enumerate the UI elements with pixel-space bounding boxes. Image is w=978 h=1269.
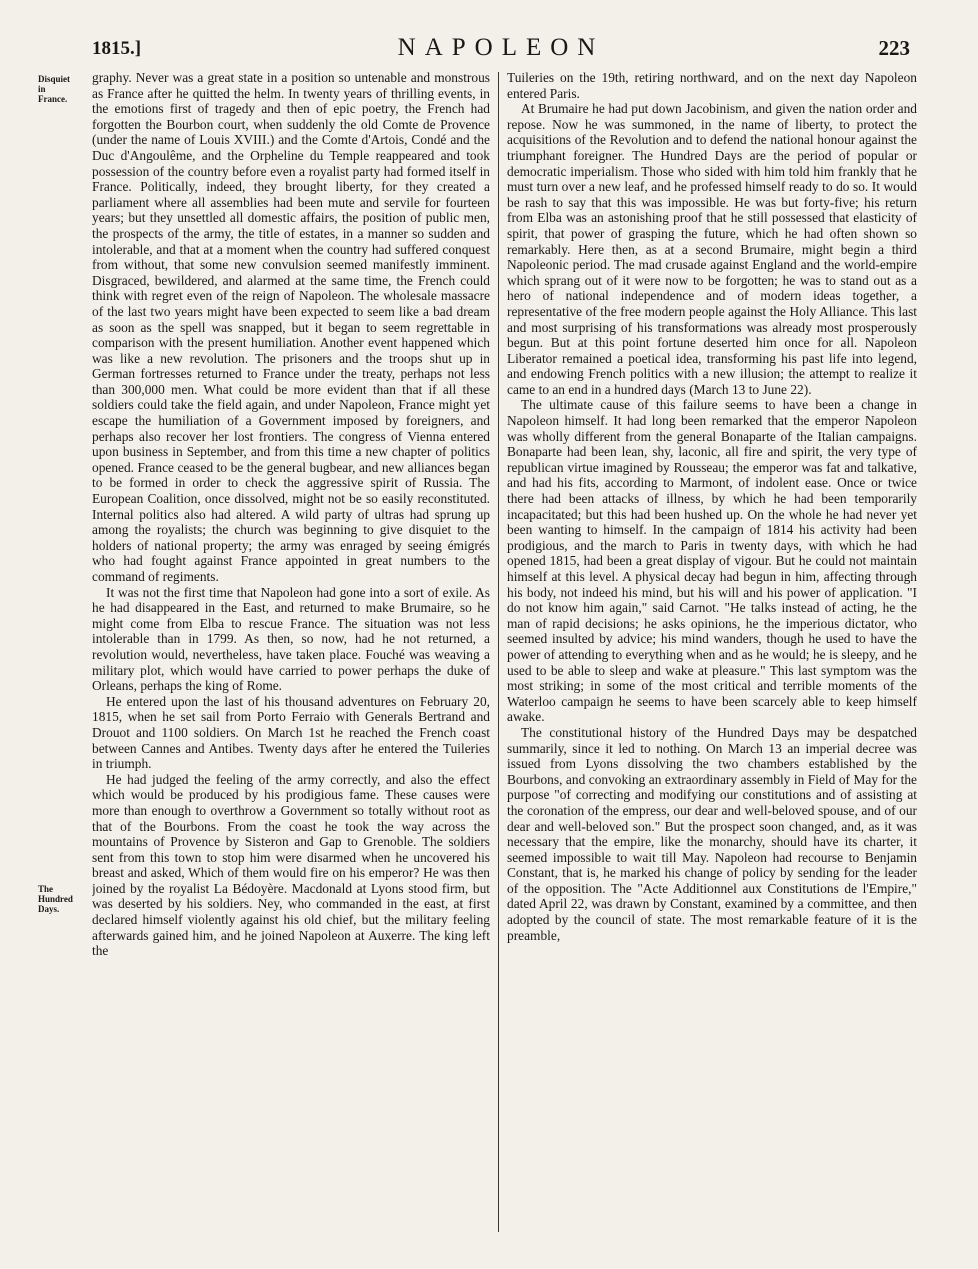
paragraph: At Brumaire he had put down Jacobinism, and given the nation order and repose. Now he was summoned, in the name of liberty, to protect the acquisitions of the Revolution and to defend the national honour against the triumphant foreigner. The Hundred Days are the period of popular or democratic imperialism. Those who sided with him told him frankly that he must turn over a new leaf, and he professed himself ready to do so. It would be rash to say that this was impossible. He was but forty-five; his return from Elba was an astonishing proof that he still possessed that elasticity of spirit, that power of grasping the future, which he had often shown so remarkably. Here then, as at a second Brumaire, might begin a third Napoleonic period. The mad crusade against England and the world-empire which sprang out of it were now to be forgotten; he was to stand out as a hero of national independence and of modern ideas together, a representative of the free modern people against the Holy Alliance. This last and most surprising of his transformations was already most prosperously begun. But at this point fortune deserted him once for all. Napoleon Liberator remained a poetical idea, transforming his past life into legend, and endowing French politics with a new illusion; the attempt to realize it came to an end in a hundred days (March 13 to June 22). (507, 101, 917, 397)
column-divider (498, 72, 499, 1232)
left-column (92, 70, 490, 1240)
margin-note-disquiet: Disquiet in France. (38, 74, 71, 104)
margin-note-hundred-days: The Hundred Days. (38, 884, 73, 914)
page-header (92, 34, 910, 70)
paragraph: Tuileries on the 19th, retiring northward, and on the next day Napoleon entered Paris. (507, 70, 917, 101)
paragraph: He had judged the feeling of the army correctly, and also the effect which would be produced by his prodigious fame. These causes were more than enough to overthrow a Government so totally without root as that of the Bourbons. From the coast he took the way across the mountains of Provence by Sisteron and Gap to Grenoble. The soldiers sent from this town to stop him were disarmed when he uncovered his breast and asked, Which of them would fire on his emperor? He was then joined by the royalist La Bédoyère. Macdonald at Lyons stood firm, but was deserted by his soldiers. Ney, who commanded in the east, at first declared himself violently against his old chief, but the military feeling afterwards gained him, and he joined Napoleon at Auxerre. The king left the (92, 771, 490, 959)
paragraph: He entered upon the last of his thousand adventures on February 20, 1815, when he set sail from Porto Ferraio with Generals Bertrand and Drouot and 1100 soldiers. On March 1st he reached the French coast between Cannes and Antibes. Twenty days after he entered the Tuileries in triumph. (92, 693, 490, 772)
page-number: 223 (878, 36, 910, 60)
paragraph: It was not the first time that Napoleon had gone into a sort of exile. As he had disappeared in the East, and returned to make Brumaire, so he might come from Elba to rescue France. The situation was not less intolerable than in 1799. As then, so now, had he not returned, a revolution would, nevertheless, have taken place. Fouché was weaving a military plot, which would have carried to power perhaps the duke of Orleans, perhaps the king of Rome. (92, 584, 490, 694)
header-year: 1815.] (92, 38, 142, 59)
paragraph: The ultimate cause of this failure seems to have been a change in Napoleon himself. It had long been remarked that the emperor Napoleon was wholly different from the general Bonaparte of the Italian campaigns. Bonaparte had been lean, shy, laconic, all fire and spirit, the very type of republican virtue imagined by Rousseau; the emperor was fat and talkative, and had his fits, according to Marmont, of indolent ease. Once or twice there had been attacks of illness, by which he had been temporarily incapacitated; but this had been hushed up. On the whole he had never yet been wanting to himself. In the campaign of 1814 his activity had been prodigious, and the march to Paris in twenty days, with which he had opened 1815, had been a great display of vigour. But he could not maintain himself at this level. A physical decay had begun in him, affecting through his body, not indeed his mind, but his will and his power of application. "I do not know him again," said Carnot. "He talks instead of acting, he the man of rapid decisions; he asks opinions, he the imperious dictator, who seemed insulted by advice; his mind wanders, though he used to have the power of attending to everything when and as he would; he is sleepy, and he used to be able to sleep and wake at pleasure." This last symptom was the most striking; in some of the most critical and terrible moments of the Waterloo campaign he seems to have been scarcely able to keep himself awake. (507, 397, 917, 725)
paragraph: graphy. Never was a great state in a position so untenable and monstrous as France after he quitted the helm. In twenty years of thrilling events, in the emotions first of tragedy and then of epic poetry, the French had forgotten the Bourbon court, when suddenly the old Comte de Provence (under the name of Louis XVIII.) and the Comte d'Artois, Condé and the Duc d'Angoulême, and the Orpheline du Temple reappeared and took possession of the country before even a royalist party had formed itself in France. Politically, indeed, they brought liberty, for they created a parliament where all assemblies had been mute and servile for fourteen years; but they unsettled all domestic affairs, the position of public men, the prospects of the army, the title of estates, in a manner so sudden and intolerable, and that at a moment when the country had suffered conquest from without, that some new convulsion seemed manifestly imminent. Disgraced, bewildered, and alarmed at the same time, the French could think with regret even of the reign of Napoleon. The wholesale massacre of the last two years might have been expected to seem like a bad dream as soon as the spell was snapped, but it began to seem regrettable in comparison with the present humiliation. Another event happened which was like a new revolution. The prisoners and the troops shut up in German fortresses returned to France under the treaty, perhaps not less than 300,000 men. What could be more evident than that if all these soldiers could take the field again, and under Napoleon, France might yet escape the humiliation of a Government imposed by foreigners, and perhaps also recover her lost frontiers. The congress of Vienna entered upon business in September, and from this time a new chapter of politics opened. France ceased to be the general bugbear, and new alliances began to be formed in order to check the aggressive spirit of Russia. The European Coalition, once dissolved, might not be so easily reconstituted. Internal politics also had altered. A wild party of ultras had sprung up among the royalists; the church was beginning to give disquiet to the holders of national property; the army was enraged by seeing émigrés who had fought against France appointed in great numbers to the command of regiments. (92, 70, 490, 584)
right-column (507, 70, 917, 1240)
running-title: NAPOLEON (397, 34, 605, 61)
paragraph: The constitutional history of the Hundred Days may be despatched summarily, since it led to nothing. On March 13 an imperial decree was issued from Lyons dissolving the two chambers established by the Bourbons, and convoking an extraordinary assembly in Field of May for the purpose "of correcting and modifying our constitutions and of assisting at the coronation of the empress, our dear and well-beloved spouse, and of our dear and well-beloved son." But the prospect soon changed, and, as it was necessary that the empire, like the monarchy, should have its charter, it seemed impossible to wait till May. Napoleon had recourse to Benjamin Constant, that is, he marked his change of policy by sending for the leader of the opposition. The "Acte Additionnel aux Constitutions de l'Empire," dated April 22, was drawn by Constant, examined by a committee, and then adopted by the council of state. The most remarkable feature of it is the preamble, (507, 724, 917, 943)
